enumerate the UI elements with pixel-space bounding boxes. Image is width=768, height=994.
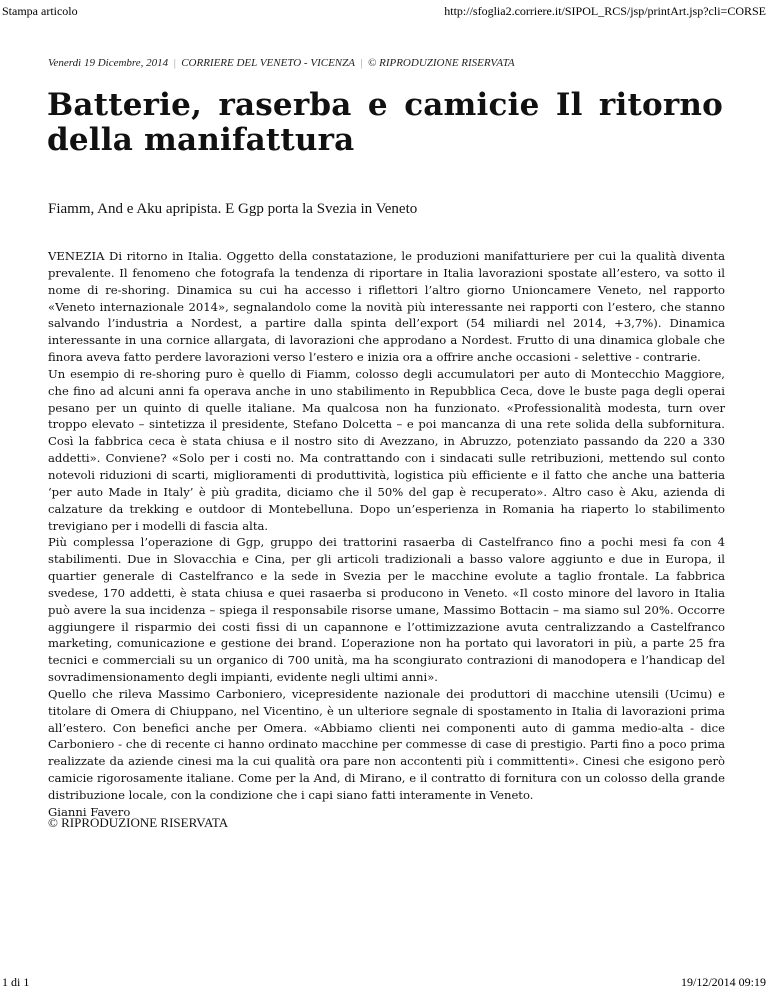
article-paragraph: Quello che rileva Massimo Carboniero, vicepresidente nazionale dei produttori di macchine utensili (Ucimu) e titolare di Omera di Chiuppano, nel Vicentino, è un ulteriore segnale di spostamento in Italia di lavorazioni prima all’estero. Con benefici anche per Omera. «Abbiamo clienti nei componenti auto di gamma medio-alta - dice Carboniero - che di recente ci hanno ordinato macchine per commesse di case di prestigio. Parti fino a poco prima realizzate da aziende cinesi ma la cui qualità ora pare non accontenti più i committenti». Cinesi che esigono però camicie rigorosamente italiane. Come per la And, di Mirano, e il contratto di fornitura con un colosso della grande distribuzione locale, con la condizione che i capi siano fatti interamente in Veneto. [48, 686, 725, 802]
print-header [2, 4, 766, 19]
article-paragraph: Un esempio di re-shoring puro è quello di Fiamm, colosso degli accumulatori per auto di Montecchio Maggiore, che fino ad alcuni anni fa operava anche in uno stabilimento in Repubblica Ceca, dove le buste paga degli operai pesano per un quinto di quelle italiane. Ma qualcosa non ha funzionato. «Professionalità modesta, turn over troppo elevato – sintetizza il presidente, Stefano Dolcetta – e poi mancanza di una rete solida della subfornitura. Così la fabbrica ceca è stata chiusa e il nostro sito di Avezzano, in Abruzzo, potenziato passando da 220 a 330 addetti». Conviene? «Solo per i costi no. Ma contrattando con i sindacati sulle retribuzioni, mettendo sul conto notevoli riduzioni di scarti, miglioramenti di produttività, logistica più efficiente e il fatto che anche una batteria ‘per auto Made in Italy’ è più gradita, diciamo che il 50% del gap è recuperato». Altro caso è Aku, azienda di calzature da trekking e outdoor di Montebelluna. Dopo un’esperienza in Romania ha riaperto lo stabilimento trevigiano per i modelli di fascia alta. [48, 366, 725, 533]
article-paragraph: VENEZIA Di ritorno in Italia. Oggetto della constatazione, le produzioni manifatturiere per cui la qualità diventa prevalente. Il fenomeno che fotografa la tendenza di riportare in Italia lavorazioni spostate all’estero, va sotto il nome di re-shoring. Dinamica su cui ha accesso i riflettori l’altro giorno Unioncamere Veneto, nel rapporto «Veneto internazionale 2014», segnalandolo come la novità più interessante nei rapporti con l’estero, che stanno salvando l’industria a Nordest, a partire dalla spinta dell’export (54 miliardi nel 2014, +3,7%). Dinamica interessante in una cornice allargata, di lavorazioni che approdano a Nordest. Frutto di una dinamica globale che finora aveva fatto perdere lavorazioni verso l’estero e inizia ora a offrire anche occasioni - selettive - contrarie. [48, 249, 725, 365]
print-datetime: 19/12/2014 09:19 [680, 975, 766, 989]
article-source: CORRIERE DEL VENETO - VICENZA [181, 57, 355, 69]
print-header-url: http://sfoglia2.corriere.it/SIPOL_RCS/jsp/printArt.jsp?cli=CORSE [444, 4, 766, 18]
meta-separator: | [173, 57, 177, 69]
meta-separator: | [359, 57, 363, 69]
article-paragraph: Più complessa l’operazione di Ggp, gruppo dei trattorini rasaerba di Castelfranco fino a pochi mesi fa con 4 stabilimenti. Due in Slovacchia e Cina, per gli articoli tradizionali a basso valore aggiunto e due in Europa, il quartier generale di Castelfranco e la sede in Svezia per le macchine evolute a taglio frontale. La fabbrica svedese, 170 addetti, è stata chiusa e quei rasaerba si producono in Veneto. «Il costo minore del lavoro in Italia può avere la sua incidenza – spiega il responsabile risorse umane, Massimo Bottacin – ma siamo sul 20%. Occorre aggiungere il risparmio dei costi fissi di un capannone e l’ottimizzazione avuta centralizzando a Castelfranco marketing, comunicazione e gestione dei brand. L’operazione non ha portato qui lavoratori in più, a parte 25 fra tecnici e commerciali su un organico di 700 unità, ma ha scongiurato contrazioni di manodopera e l’handicap del sovradimensionamento degli impianti, evidente negli ultimi anni». [48, 535, 725, 685]
article-date: Venerdì 19 Dicembre, 2014 [48, 57, 169, 69]
meta-rights: © RIPRODUZIONE RISERVATA [368, 57, 515, 69]
article-meta [48, 57, 515, 69]
article-body [48, 248, 725, 821]
print-footer [2, 975, 766, 990]
print-header-title: Stampa articolo [2, 4, 78, 18]
article-author: Gianni Favero [48, 804, 131, 819]
article-title: Batterie, raserba e camicie Il ritorno della manifattura [47, 87, 723, 158]
page-number: 1 di 1 [2, 975, 30, 989]
article-subtitle: Fiamm, And e Aku apripista. E Ggp porta la Svezia in Veneto [48, 201, 418, 217]
article-rights: © RIPRODUZIONE RISERVATA [48, 815, 229, 830]
